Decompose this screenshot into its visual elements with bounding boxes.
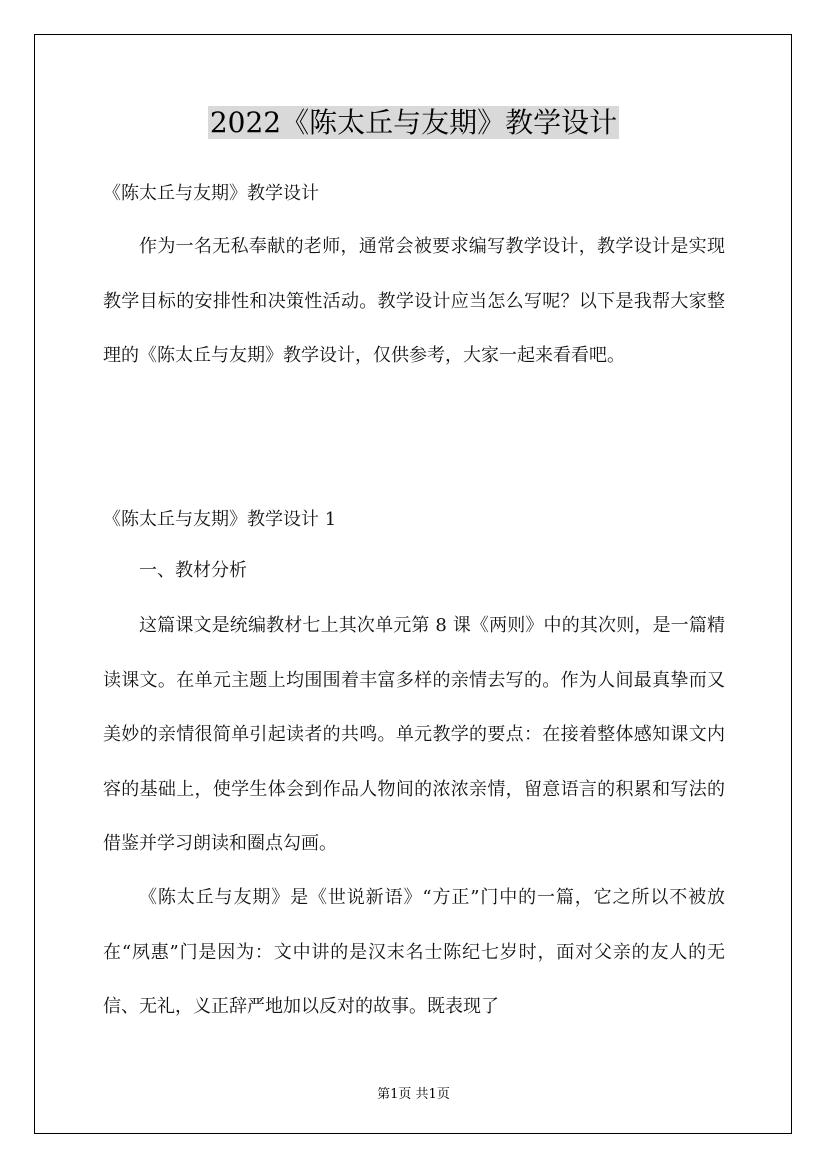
section-title: 《陈太丘与友期》教学设计 1 [103,509,337,530]
page-footer: 第1页 共1页 [377,1087,450,1102]
intro-paragraph: 作为一名无私奉献的老师，通常会被要求编写教学设计，教学设计是实现教学目标的安排性和决策性活动。教学设计应当怎么写呢？以下是我帮大家整理的《陈太丘与友期》教学设计，仅供参考，大家一起来看看吧。 [103,236,725,366]
document-title-text: 2022《陈太丘与友期》教学设计 [209,106,618,139]
document-title [0,103,827,143]
document-subtitle: 《陈太丘与友期》教学设计 [103,183,319,204]
body-paragraph-1: 这篇课文是统编教材七上其次单元第 8 课《两则》中的其次则，是一篇精读课文。在单元主题上均围围着丰富多样的亲情去写的。作为人间最真挚而又美妙的亲情很简单引起读者的共鸣。单元教学的要点：在接着整体感知课文内容的基础上，使学生体会到作品人物间的浓浓亲情，留意语言的积累和写法的借鉴并学习朗读和圈点勾画。 [103,615,725,854]
body-paragraph-2: 《陈太丘与友期》是《世说新语》“方正”门中的一篇，它之所以不被放在“夙惠”门是因为：文中讲的是汉末名士陈纪七岁时，面对父亲的友人的无信、无礼，义正辞严地加以反对的故事。既表现了 [103,887,725,1017]
section-heading-teaching-material: 一、教材分析 [139,560,247,581]
